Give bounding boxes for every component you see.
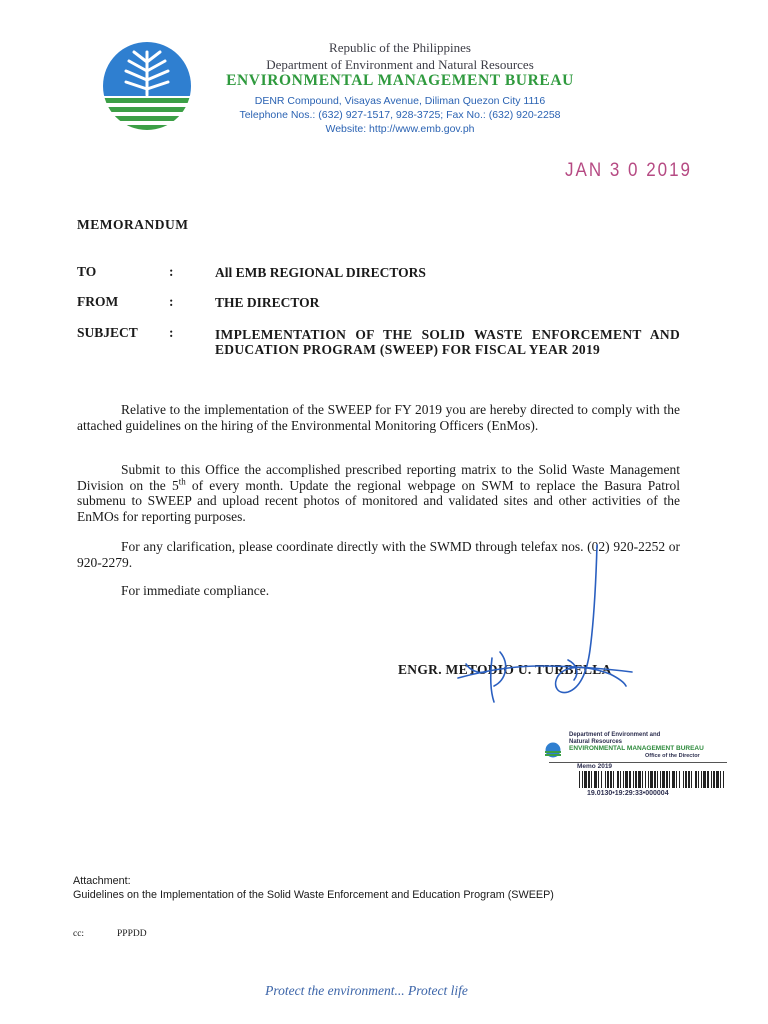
handwritten-signature-icon bbox=[440, 540, 640, 710]
ordinal-suffix: th bbox=[178, 476, 186, 486]
barcode-icon bbox=[579, 771, 725, 788]
subject-colon: : bbox=[169, 325, 174, 340]
stamp-memo-label: Memo 2019 bbox=[577, 763, 613, 770]
cc-value: PPPDD bbox=[117, 929, 147, 939]
to-value: All EMB REGIONAL DIRECTORS bbox=[215, 265, 426, 280]
to-colon: : bbox=[169, 264, 174, 279]
from-label: FROM bbox=[77, 294, 119, 309]
body-paragraph-3: For any clarification, please coordinate directly with the SWMD through telefax nos. (02) 920-2252 or 920-2279. bbox=[77, 539, 680, 570]
to-label: TO bbox=[77, 264, 97, 279]
stamp-barcode-number: 19.0130•19:29:33•000004 bbox=[587, 790, 669, 797]
cc-label: cc: bbox=[73, 929, 85, 939]
subject-label: SUBJECT bbox=[77, 325, 138, 340]
stamp-line-2: Natural Resources bbox=[569, 739, 623, 745]
signatory-name: ENGR. METODIO U. TURBELLA bbox=[398, 662, 612, 677]
emb-logo-icon bbox=[96, 40, 198, 132]
body-paragraph-1: Relative to the implementation of the SWEEP for FY 2019 you are hereby directed to comply with the attached guidelines on the hiring of the Environmental Monitoring Officers (EnMos). bbox=[77, 402, 680, 433]
body-paragraph-4: For immediate compliance. bbox=[121, 583, 270, 598]
memo-title: MEMORANDUM bbox=[77, 217, 189, 232]
attachment-text: Guidelines on the Implementation of the Solid Waste Enforcement and Education Program (SWEEP) bbox=[73, 889, 554, 901]
from-colon: : bbox=[169, 294, 174, 309]
letterhead-website: Website: http://www.emb.gov.ph bbox=[325, 123, 475, 135]
stamp-logo-icon bbox=[545, 742, 561, 758]
from-value: THE DIRECTOR bbox=[215, 295, 320, 310]
receiving-stamp bbox=[545, 732, 730, 807]
stamp-line-4: Office of the Director bbox=[645, 753, 700, 759]
letterhead-phone: Telephone Nos.: (632) 927-1517, 928-3725; Fax No.: (632) 920-2258 bbox=[239, 109, 561, 121]
letterhead-bureau: ENVIRONMENTAL MANAGEMENT BUREAU bbox=[226, 72, 574, 89]
body-paragraph-2-end: of every month. Update the regional webpage on SWM to replace the Basura Patrol submenu to SWEEP and upload recent photos of monitored and validated sites and other activities of the EnMOs for reporting purposes. bbox=[77, 477, 681, 524]
footer-slogan: Protect the environment... Protect life bbox=[265, 983, 468, 998]
letterhead-department: Department of Environment and Natural Resources bbox=[266, 57, 534, 72]
attachment-label: Attachment: bbox=[73, 875, 131, 887]
stamp-line-3: ENVIRONMENTAL MANAGEMENT BUREAU bbox=[569, 745, 704, 752]
date-received-stamp: JAN 3 0 2019 bbox=[565, 158, 693, 181]
body-paragraph-2 bbox=[77, 462, 680, 524]
stamp-divider bbox=[549, 762, 727, 763]
body-paragraph-2-start: Submit to this Office the accomplished prescribed reporting matrix to the Solid Waste Management Division on the 5 bbox=[77, 462, 680, 493]
subject-value: IMPLEMENTATION OF THE SOLID WASTE ENFORCEMENT AND EDUCATION PROGRAM (SWEEP) FOR FISCAL YEAR 2019 bbox=[215, 327, 680, 357]
letterhead-address: DENR Compound, Visayas Avenue, Diliman Quezon City 1116 bbox=[254, 95, 546, 107]
stamp-line-1: Department of Environment and bbox=[569, 732, 661, 738]
letterhead-republic: Republic of the Philippines bbox=[329, 40, 471, 55]
